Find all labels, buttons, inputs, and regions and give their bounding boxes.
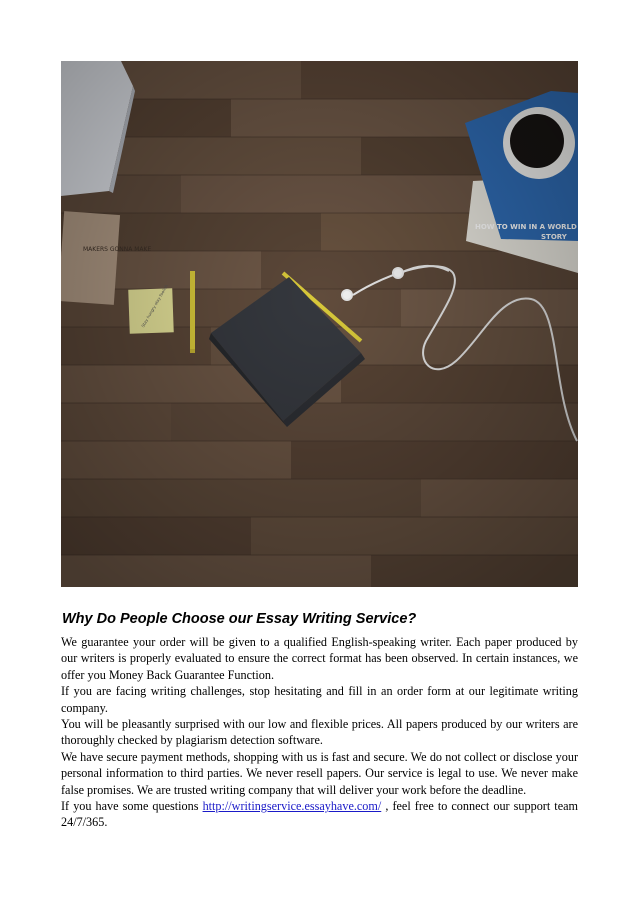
desk-photo: [61, 61, 578, 587]
article-heading: Why Do People Choose our Essay Writing Service?: [62, 611, 417, 627]
article-body: [61, 634, 578, 831]
contact-prefix: If you have some questions: [61, 799, 199, 814]
paragraph: If you are facing writing challenges, stop hesitating and fill in an order form at our legitimate writing company.: [61, 684, 578, 715]
contact-suffix: , feel free to connect our support team 24/7/365.: [61, 799, 578, 830]
contact-paragraph: [61, 798, 578, 831]
service-link[interactable]: http://writingservice.essayhave.com/: [202, 799, 382, 814]
paragraph: You will be pleasantly surprised with our low and flexible prices. All papers produced by our writers are thoroughly checked by plagiarism detection software.: [61, 717, 578, 748]
paragraph: We have secure payment methods, shopping with us is fast and secure. We do not collect or disclose your personal information to third parties. We never resell papers. Our service is legal to use. We never make false promises. We are trusted writing company that will deliver your work before the deadline.: [61, 749, 578, 797]
paragraph: We guarantee your order will be given to a qualified English-speaking writer. Each paper produced by our writers is properly evaluated to ensure the correct format has been observed. In certain instances, we offer you Money Back Guarantee Function.: [61, 635, 578, 682]
